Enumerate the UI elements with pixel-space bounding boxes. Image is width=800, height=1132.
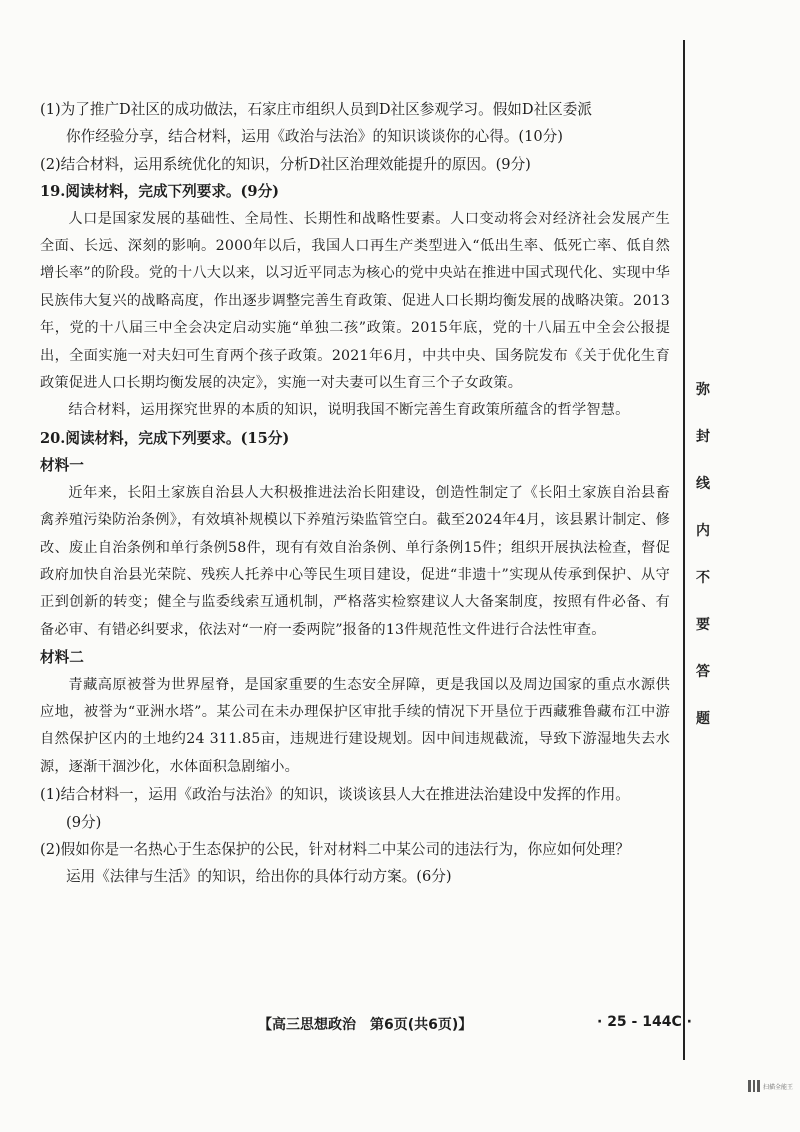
q20-sub2-line1: (2)假如你是一名热心于生态保护的公民，针对材料二中某公司的违法行为，你应如何处理？ — [40, 840, 630, 858]
seal-char: 答 — [696, 664, 710, 680]
scanner-watermark — [748, 1080, 793, 1092]
q18-subquestion-2: (2)结合材料，运用系统优化的知识，分析D社区治理效能提升的原因。(9分) — [40, 155, 531, 173]
seal-char: 不 — [696, 570, 710, 586]
material1-title: 材料一 — [40, 457, 84, 475]
q19-question: 结合材料，运用探究世界的本质的知识，说明我国不断完善生育政策所蕴含的哲学智慧。 — [68, 402, 630, 419]
watermark-text: 扫描全能王 — [763, 1083, 794, 1091]
qr-code-icon — [748, 1080, 760, 1092]
seal-char: 内 — [696, 523, 710, 539]
seal-char: 封 — [696, 429, 710, 445]
q20-sub2-line2: 运用《法律与生活》的知识，给出你的具体行动方案。(6分) — [66, 868, 452, 886]
q20-header: 20.阅读材料，完成下列要求。(15分) — [40, 429, 290, 447]
page-footer: 【高三思想政治 第6页(共6页)】 — [258, 1017, 473, 1033]
q20-sub1-line1: (1)结合材料一，运用《政治与法治》的知识，谈谈该县人大在推进法治建设中发挥的作用。 — [40, 786, 630, 804]
q20-sub1-line2: (9分) — [66, 813, 102, 831]
seal-char: 要 — [696, 617, 710, 633]
seal-char: 弥 — [696, 382, 710, 398]
material1-text: 近年来，长阳土家族自治县人大积极推进法治长阳建设，创造性制定了《长阳土家族自治县畜禽养殖污染防治条例》，有效填补规模以下养殖污染监管空白。截至2024年4月，该县累计制定、修改、废止自治条例和单行条例58件，现有有效自治条例、单行条例15件；组织开展执法检查，督促政府加快自治县光荣院、残疾人托养中心等民生项目建设，促进“非遗十”实现从传承到保护、从守正到创新的转变；健全与监委线索互通机制，严格落实检察建议人大备案制度，按照有件必备、有备必审、有错必纠要求，依法对“一府一委两院”报备的13件规范性文件进行合法性审查。 — [40, 484, 670, 638]
exam-content — [40, 96, 670, 891]
seal-char: 题 — [696, 711, 710, 727]
exam-code: · 25 - 144C · — [597, 1014, 692, 1030]
q18-subquestion-1 — [40, 96, 670, 151]
q18-sub1-line1: (1)为了推广D社区的成功做法，石家庄市组织人员到D社区参观学习。假如D社区委派 — [40, 101, 592, 118]
seal-notice — [688, 380, 718, 756]
q19-material: 人口是国家发展的基础性、全局性、长期性和战略性要素。人口变动将会对经济社会发展产生全面、长远、深刻的影响。2000年以后，我国人口再生产类型进入“低出生率、低死亡率、低自然增长率”的阶段。党的十八大以来，以习近平同志为核心的党中央站在推进中国式现代化、实现中华民族伟大复兴的战略高度，作出逐步调整完善生育政策、促进人口长期均衡发展的战略决策。2013年，党的十八届三中全会决定启动实施“单独二孩”政策。2015年底，党的十八届五中全会公报提出，全面实施一对夫妇可生育两个孩子政策。2021年6月，中共中央、国务院发布《关于优化生育政策促进人口长期均衡发展的决定》，实施一对夫妻可以生育三个子女政策。 — [40, 210, 670, 392]
material2-title: 材料二 — [40, 649, 84, 667]
q18-sub1-line2: 你作经验分享，结合材料，运用《政治与法治》的知识谈谈你的心得。(10分) — [66, 128, 563, 146]
material2-text: 青藏高原被誉为世界屋脊，是国家重要的生态安全屏障，更是我国以及周边国家的重点水源供应地，被誉为“亚洲水塔”。某公司在未办理保护区审批手续的情况下开垦位于西藏雅鲁藏布江中游自然保护区内的土地约24 311.85亩，违规进行建设规划。因中间违规截流，导致下游湿地失去水源，逐渐干涸沙化，水体面积急剧缩小。 — [40, 676, 670, 775]
seal-fold-line — [683, 40, 685, 1060]
seal-char: 线 — [696, 476, 710, 492]
q19-header: 19.阅读材料，完成下列要求。(9分) — [40, 183, 280, 201]
